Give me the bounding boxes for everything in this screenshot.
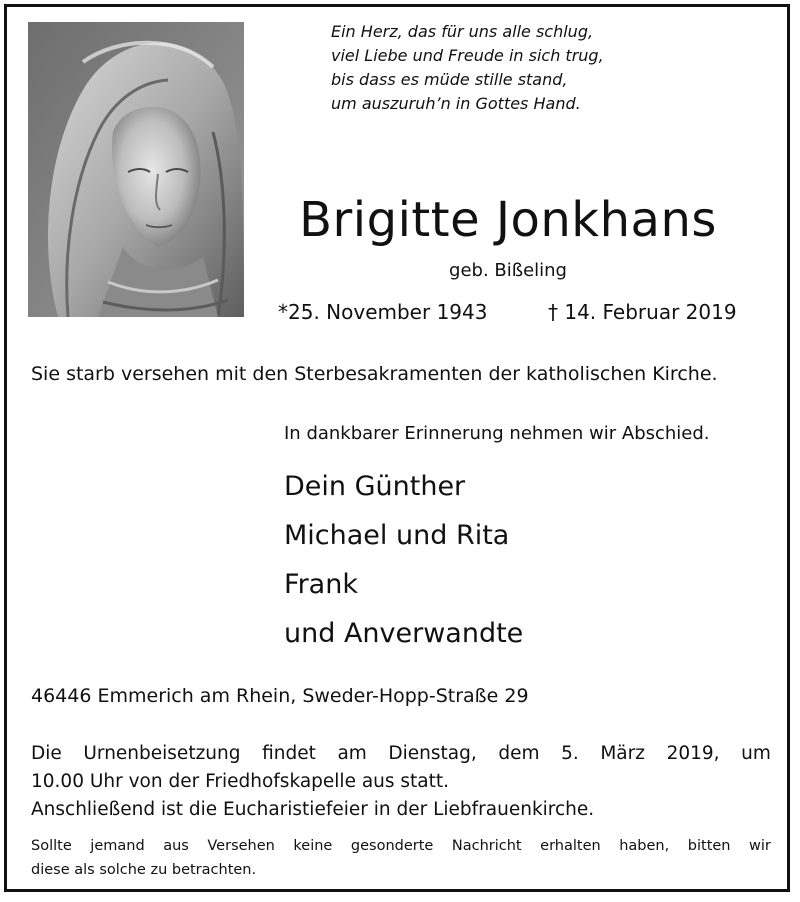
family-member: Dein Günther bbox=[284, 471, 466, 502]
word: 2019, bbox=[666, 743, 720, 764]
notification-note bbox=[31, 834, 771, 882]
word: Dienstag, bbox=[388, 743, 477, 764]
word: Die bbox=[31, 743, 62, 764]
poem-line: viel Liebe und Freude in sich trug, bbox=[331, 46, 604, 65]
burial-info bbox=[31, 740, 771, 824]
deceased-name: Brigitte Jonkhans bbox=[299, 192, 717, 248]
word: Versehen bbox=[207, 838, 275, 854]
burial-line-2: 10.00 Uhr von der Friedhofskapelle aus statt. bbox=[31, 771, 450, 792]
poem-line: um auszuruh’n in Gottes Hand. bbox=[331, 94, 581, 113]
word: um bbox=[741, 743, 771, 764]
burial-line-1 bbox=[31, 740, 771, 768]
poem-line: bis dass es müde stille stand, bbox=[331, 70, 568, 89]
note-line-1 bbox=[31, 834, 771, 858]
address: 46446 Emmerich am Rhein, Sweder-Hopp-Straße 29 bbox=[31, 685, 529, 707]
poem bbox=[331, 20, 771, 116]
poem-line: Ein Herz, das für uns alle schlug, bbox=[331, 22, 594, 41]
birth-date: *25. November 1943 bbox=[278, 300, 488, 324]
word: wir bbox=[749, 838, 771, 854]
sacrament-text: Sie starb versehen mit den Sterbesakramenten der katholischen Kirche. bbox=[31, 363, 718, 385]
word: März bbox=[600, 743, 645, 764]
family-member: Michael und Rita bbox=[284, 520, 510, 551]
word: bitten bbox=[687, 838, 731, 854]
maiden-name: geb. Bißeling bbox=[449, 260, 567, 281]
family-list bbox=[284, 462, 523, 658]
word: Sollte bbox=[31, 838, 72, 854]
word: gesonderte bbox=[350, 838, 434, 854]
word: erhalten bbox=[540, 838, 601, 854]
word: 5. bbox=[561, 743, 579, 764]
family-member: Frank bbox=[284, 569, 358, 600]
madonna-photo bbox=[28, 22, 244, 317]
gratitude-text: In dankbarer Erinnerung nehmen wir Abschied. bbox=[284, 423, 710, 444]
word: jemand bbox=[90, 838, 145, 854]
family-member: und Anverwandte bbox=[284, 618, 524, 649]
death-date: † 14. Februar 2019 bbox=[548, 300, 737, 324]
word: am bbox=[337, 743, 367, 764]
word: findet bbox=[262, 743, 316, 764]
word: dem bbox=[498, 743, 540, 764]
word: haben, bbox=[619, 838, 670, 854]
word: Nachricht bbox=[451, 838, 522, 854]
word: Urnenbeisetzung bbox=[83, 743, 241, 764]
note-line-2: diese als solche zu betrachten. bbox=[31, 862, 257, 878]
word: aus bbox=[163, 838, 189, 854]
burial-line-3: Anschließend ist die Eucharistiefeier in der Liebfrauenkirche. bbox=[31, 799, 595, 820]
word: keine bbox=[293, 838, 333, 854]
madonna-sculpture-image bbox=[28, 22, 244, 317]
